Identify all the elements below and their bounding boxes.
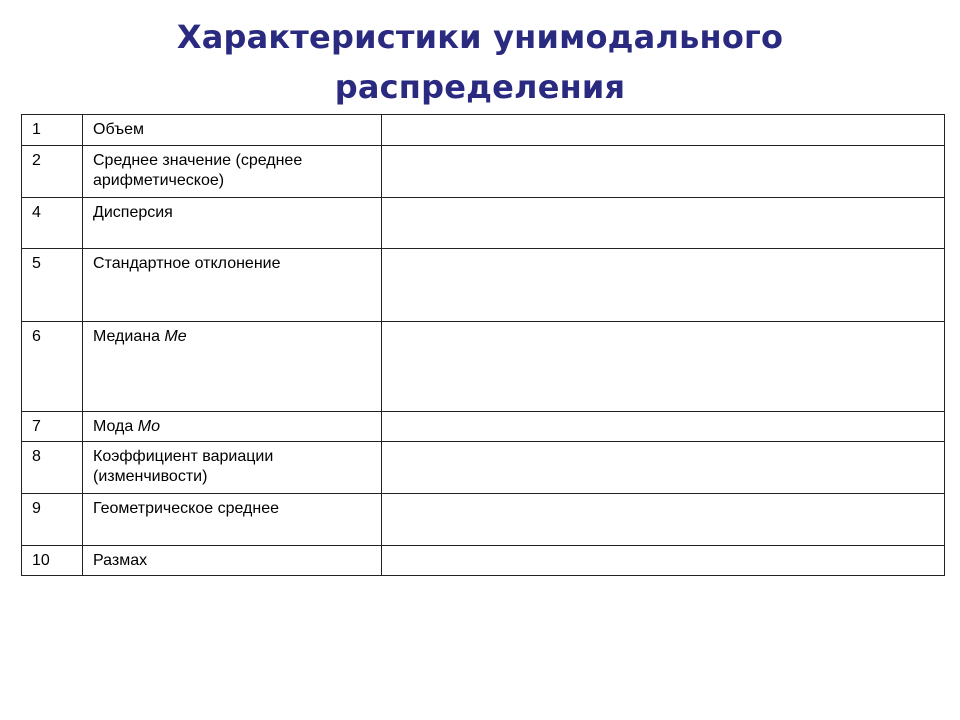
slide-title-line-1: Характеристики унимодального — [176, 18, 784, 56]
table-row — [22, 198, 945, 249]
table-row — [22, 146, 945, 198]
characteristics-table — [21, 114, 945, 576]
slide-title — [0, 12, 960, 112]
table-row — [22, 442, 945, 494]
row-number: 9 — [22, 494, 83, 546]
row-name: Стандартное отклонение — [83, 249, 382, 322]
table-row — [22, 115, 945, 146]
slide-title-line-2: распределения — [334, 68, 626, 106]
row-name: Размах — [83, 546, 382, 576]
row-number: 8 — [22, 442, 83, 494]
row-value-cell — [382, 494, 945, 546]
row-value-cell — [382, 198, 945, 249]
row-name: Коэффициент вариации (изменчивости) — [83, 442, 382, 494]
row-number: 6 — [22, 322, 83, 412]
row-value-cell — [382, 546, 945, 576]
row-name: Объем — [83, 115, 382, 146]
row-name: Геометрическое среднее — [83, 494, 382, 546]
table-row — [22, 546, 945, 576]
row-name — [83, 412, 382, 442]
table-row — [22, 412, 945, 442]
table-row — [22, 249, 945, 322]
row-number: 1 — [22, 115, 83, 146]
row-name: Дисперсия — [83, 198, 382, 249]
row-value-cell — [382, 442, 945, 494]
row-value-cell — [382, 249, 945, 322]
row-name-symbol: Mo — [137, 418, 160, 435]
row-number: 5 — [22, 249, 83, 322]
row-value-cell — [382, 322, 945, 412]
row-name-text: Медиана — [93, 328, 160, 345]
row-number: 2 — [22, 146, 83, 198]
row-value-cell — [382, 115, 945, 146]
table-row — [22, 494, 945, 546]
row-number: 7 — [22, 412, 83, 442]
table-row — [22, 322, 945, 412]
row-number: 4 — [22, 198, 83, 249]
row-value-cell — [382, 412, 945, 442]
row-name-text: Мода — [93, 418, 134, 435]
row-name — [83, 322, 382, 412]
row-number: 10 — [22, 546, 83, 576]
row-name-symbol: Me — [164, 328, 187, 345]
row-value-cell — [382, 146, 945, 198]
row-name: Среднее значение (среднее арифметическое) — [83, 146, 382, 198]
